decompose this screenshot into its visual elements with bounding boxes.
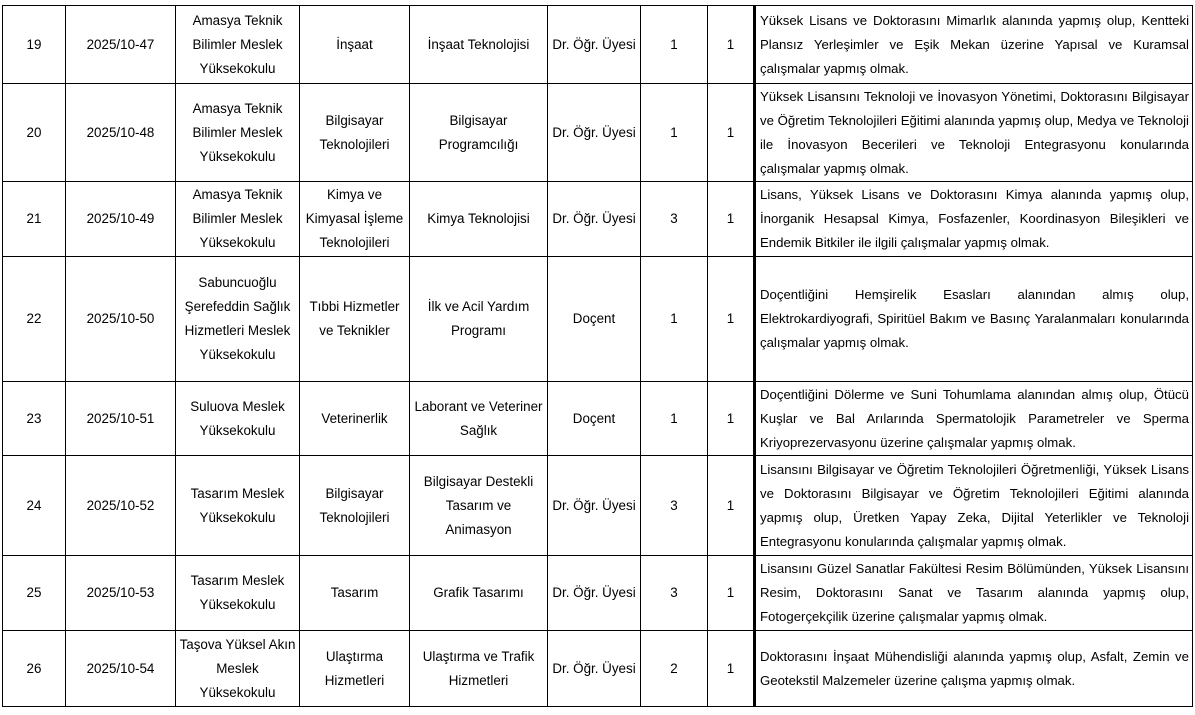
listing-number: 2025/10-52 <box>66 456 176 556</box>
unit-name: Taşova Yüksel Akın Meslek Yüksekokulu <box>176 631 300 707</box>
unit-name: Tasarım Meslek Yüksekokulu <box>176 556 300 631</box>
table-row <box>3 182 1193 257</box>
count-value: 1 <box>708 556 755 631</box>
academic-title: Dr. Öğr. Üyesi <box>548 84 641 182</box>
count-value: 1 <box>708 382 755 456</box>
row-number: 20 <box>3 84 66 182</box>
degree-value: 3 <box>641 556 708 631</box>
listing-number: 2025/10-47 <box>66 6 176 84</box>
department-name: Ulaştırma Hizmetleri <box>300 631 410 707</box>
academic-title: Dr. Öğr. Üyesi <box>548 631 641 707</box>
row-number: 23 <box>3 382 66 456</box>
program-name: İnşaat Teknolojisi <box>410 6 548 84</box>
table-row <box>3 257 1193 382</box>
count-value: 1 <box>708 6 755 84</box>
academic-title: Doçent <box>548 382 641 456</box>
count-value: 1 <box>708 257 755 382</box>
requirements-text: Doçentliğini Dölerme ve Suni Tohumlama alanından almış olup, Ötücü Kuşlar ve Bal Arılarında Spermatolojik Parametreler ve Sperma Kriyoprezervasyonu üzerine çalışmalar yapmış olmak. <box>755 382 1193 456</box>
degree-value: 1 <box>641 6 708 84</box>
table-row <box>3 84 1193 182</box>
listing-number: 2025/10-51 <box>66 382 176 456</box>
program-name: Laborant ve Veteriner Sağlık <box>410 382 548 456</box>
degree-value: 3 <box>641 182 708 257</box>
row-number: 25 <box>3 556 66 631</box>
table-row <box>3 6 1193 84</box>
row-number: 22 <box>3 257 66 382</box>
listing-number: 2025/10-54 <box>66 631 176 707</box>
academic-title: Dr. Öğr. Üyesi <box>548 182 641 257</box>
academic-title: Doçent <box>548 257 641 382</box>
academic-title: Dr. Öğr. Üyesi <box>548 556 641 631</box>
listing-number: 2025/10-49 <box>66 182 176 257</box>
program-name: Bilgisayar Destekli Tasarım ve Animasyon <box>410 456 548 556</box>
degree-value: 1 <box>641 257 708 382</box>
academic-title: Dr. Öğr. Üyesi <box>548 456 641 556</box>
unit-name: Amasya Teknik Bilimler Meslek Yüksekokulu <box>176 84 300 182</box>
table-row <box>3 456 1193 556</box>
degree-value: 1 <box>641 382 708 456</box>
department-name: Veterinerlik <box>300 382 410 456</box>
unit-name: Suluova Meslek Yüksekokulu <box>176 382 300 456</box>
table-row <box>3 556 1193 631</box>
program-name: Grafik Tasarımı <box>410 556 548 631</box>
degree-value: 2 <box>641 631 708 707</box>
unit-name: Amasya Teknik Bilimler Meslek Yüksekokulu <box>176 182 300 257</box>
listing-number: 2025/10-48 <box>66 84 176 182</box>
degree-value: 3 <box>641 456 708 556</box>
unit-name: Sabuncuoğlu Şerefeddin Sağlık Hizmetleri Meslek Yüksekokulu <box>176 257 300 382</box>
table-row <box>3 631 1193 707</box>
department-name: Bilgisayar Teknolojileri <box>300 456 410 556</box>
requirements-text: Yüksek Lisans ve Doktorasını Mimarlık alanında yapmış olup, Kentteki Plansız Yerleşimler ve Eşik Mekan üzerine Yapısal ve Kuramsal çalışmalar yapmış olmak. <box>755 6 1193 84</box>
academic-title: Dr. Öğr. Üyesi <box>548 6 641 84</box>
department-name: Bilgisayar Teknolojileri <box>300 84 410 182</box>
count-value: 1 <box>708 456 755 556</box>
department-name: İnşaat <box>300 6 410 84</box>
requirements-text: Lisans, Yüksek Lisans ve Doktorasını Kimya alanında yapmış olup, İnorganik Hesapsal Kimya, Fosfazenler, Koordinasyon Bileşikleri ve Endemik Bitkiler ile ilgili çalışmalar yapmış olmak. <box>755 182 1193 257</box>
degree-value: 1 <box>641 84 708 182</box>
count-value: 1 <box>708 84 755 182</box>
program-name: İlk ve Acil Yardım Programı <box>410 257 548 382</box>
department-name: Tasarım <box>300 556 410 631</box>
department-name: Kimya ve Kimyasal İşleme Teknolojileri <box>300 182 410 257</box>
count-value: 1 <box>708 631 755 707</box>
row-number: 21 <box>3 182 66 257</box>
requirements-text: Yüksek Lisansını Teknoloji ve İnovasyon Yönetimi, Doktorasını Bilgisayar ve Öğretim Teknolojileri Eğitimi alanında yapmış olup, Medya ve Teknoloji ile İnovasyon Becerileri ve Teknoloji Entegrasyonu konularında çalışmalar yapmış olmak. <box>755 84 1193 182</box>
requirements-text: Lisansını Güzel Sanatlar Fakültesi Resim Bölümünden, Yüksek Lisansını Resim, Doktorasını Sanat ve Tasarım alanında yapmış olup, Fotogerçekçilik üzerine çalışmalar yapmış olmak. <box>755 556 1193 631</box>
requirements-text: Doçentliğini Hemşirelik Esasları alanından almış olup, Elektrokardiyografi, Spiritüel Bakım ve Basınç Yaralanmaları konularında çalışmalar yapmış olmak. <box>755 257 1193 382</box>
positions-table <box>2 5 1193 707</box>
unit-name: Tasarım Meslek Yüksekokulu <box>176 456 300 556</box>
row-number: 24 <box>3 456 66 556</box>
program-name: Kimya Teknolojisi <box>410 182 548 257</box>
department-name: Tıbbi Hizmetler ve Teknikler <box>300 257 410 382</box>
unit-name: Amasya Teknik Bilimler Meslek Yüksekokulu <box>176 6 300 84</box>
table-row <box>3 382 1193 456</box>
program-name: Bilgisayar Programcılığı <box>410 84 548 182</box>
row-number: 26 <box>3 631 66 707</box>
program-name: Ulaştırma ve Trafik Hizmetleri <box>410 631 548 707</box>
listing-number: 2025/10-53 <box>66 556 176 631</box>
row-number: 19 <box>3 6 66 84</box>
requirements-text: Lisansını Bilgisayar ve Öğretim Teknolojileri Öğretmenliği, Yüksek Lisans ve Doktorasını Bilgisayar ve Öğretim Teknolojileri Eğitimi alanında yapmış olup, Üretken Yapay Zeka, Dijital Yeterlikler ve Teknoloji Entegrasyonu konularında çalışmalar yapmış olmak. <box>755 456 1193 556</box>
count-value: 1 <box>708 182 755 257</box>
listing-number: 2025/10-50 <box>66 257 176 382</box>
requirements-text: Doktorasını İnşaat Mühendisliği alanında yapmış olup, Asfalt, Zemin ve Geotekstil Malzemeler üzerine çalışma yapmış olmak. <box>755 631 1193 707</box>
